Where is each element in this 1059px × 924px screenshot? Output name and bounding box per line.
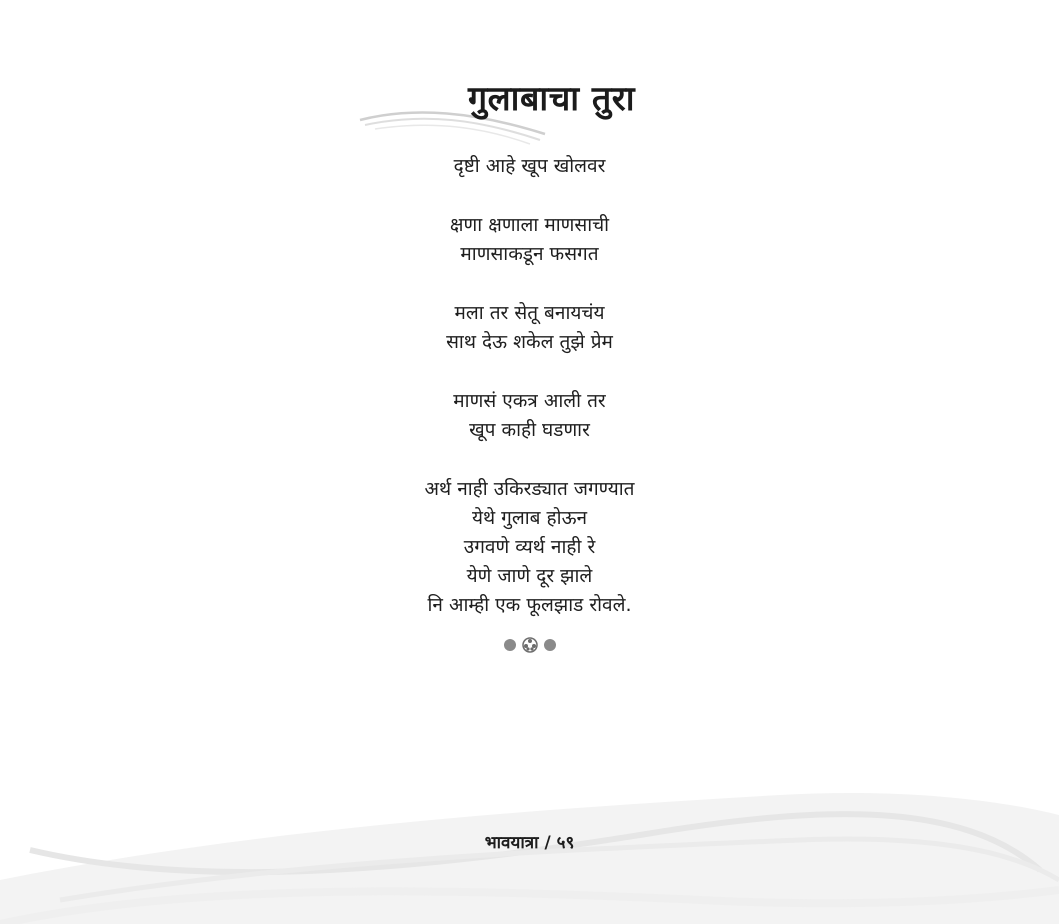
page-number: ५९ bbox=[556, 833, 575, 853]
poem-line: मला तर सेतू बनायचंय bbox=[454, 302, 605, 324]
page-footer bbox=[0, 830, 1059, 853]
stanza-4 bbox=[0, 387, 1059, 445]
flower-dots-ornament-icon bbox=[500, 635, 560, 655]
poem-line: क्षणा क्षणाला माणसाची bbox=[449, 214, 610, 236]
poem-line: खूप काही घडणार bbox=[469, 419, 590, 441]
poem-line: दृष्टी आहे खूप खोलवर bbox=[453, 155, 606, 177]
stanza-1 bbox=[0, 152, 1059, 181]
book-title: भावयात्रा bbox=[484, 833, 539, 853]
poem-line: माणसाकडून फसगत bbox=[460, 243, 599, 265]
poem-line: साथ देऊ शकेल तुझे प्रेम bbox=[446, 331, 613, 353]
poem-line: येथे गुलाब होऊन bbox=[471, 507, 588, 529]
poem-line: येणे जाणे दूर झाले bbox=[466, 565, 593, 587]
poem-body bbox=[0, 152, 1059, 650]
poem-line: अर्थ नाही उकिरड्यात जगण्यात bbox=[424, 478, 635, 500]
poem-line: माणसं एकत्र आली तर bbox=[453, 390, 606, 412]
stanza-3 bbox=[0, 299, 1059, 357]
footer-separator: / bbox=[544, 833, 551, 853]
poem-line: उगवणे व्यर्थ नाही रे bbox=[463, 536, 596, 558]
stanza-2 bbox=[0, 211, 1059, 269]
poem-line: नि आम्ही एक फूलझाड रोवले. bbox=[427, 594, 632, 616]
stanza-5 bbox=[0, 475, 1059, 620]
poem-title: गुलाबाचा तुरा bbox=[467, 79, 636, 119]
